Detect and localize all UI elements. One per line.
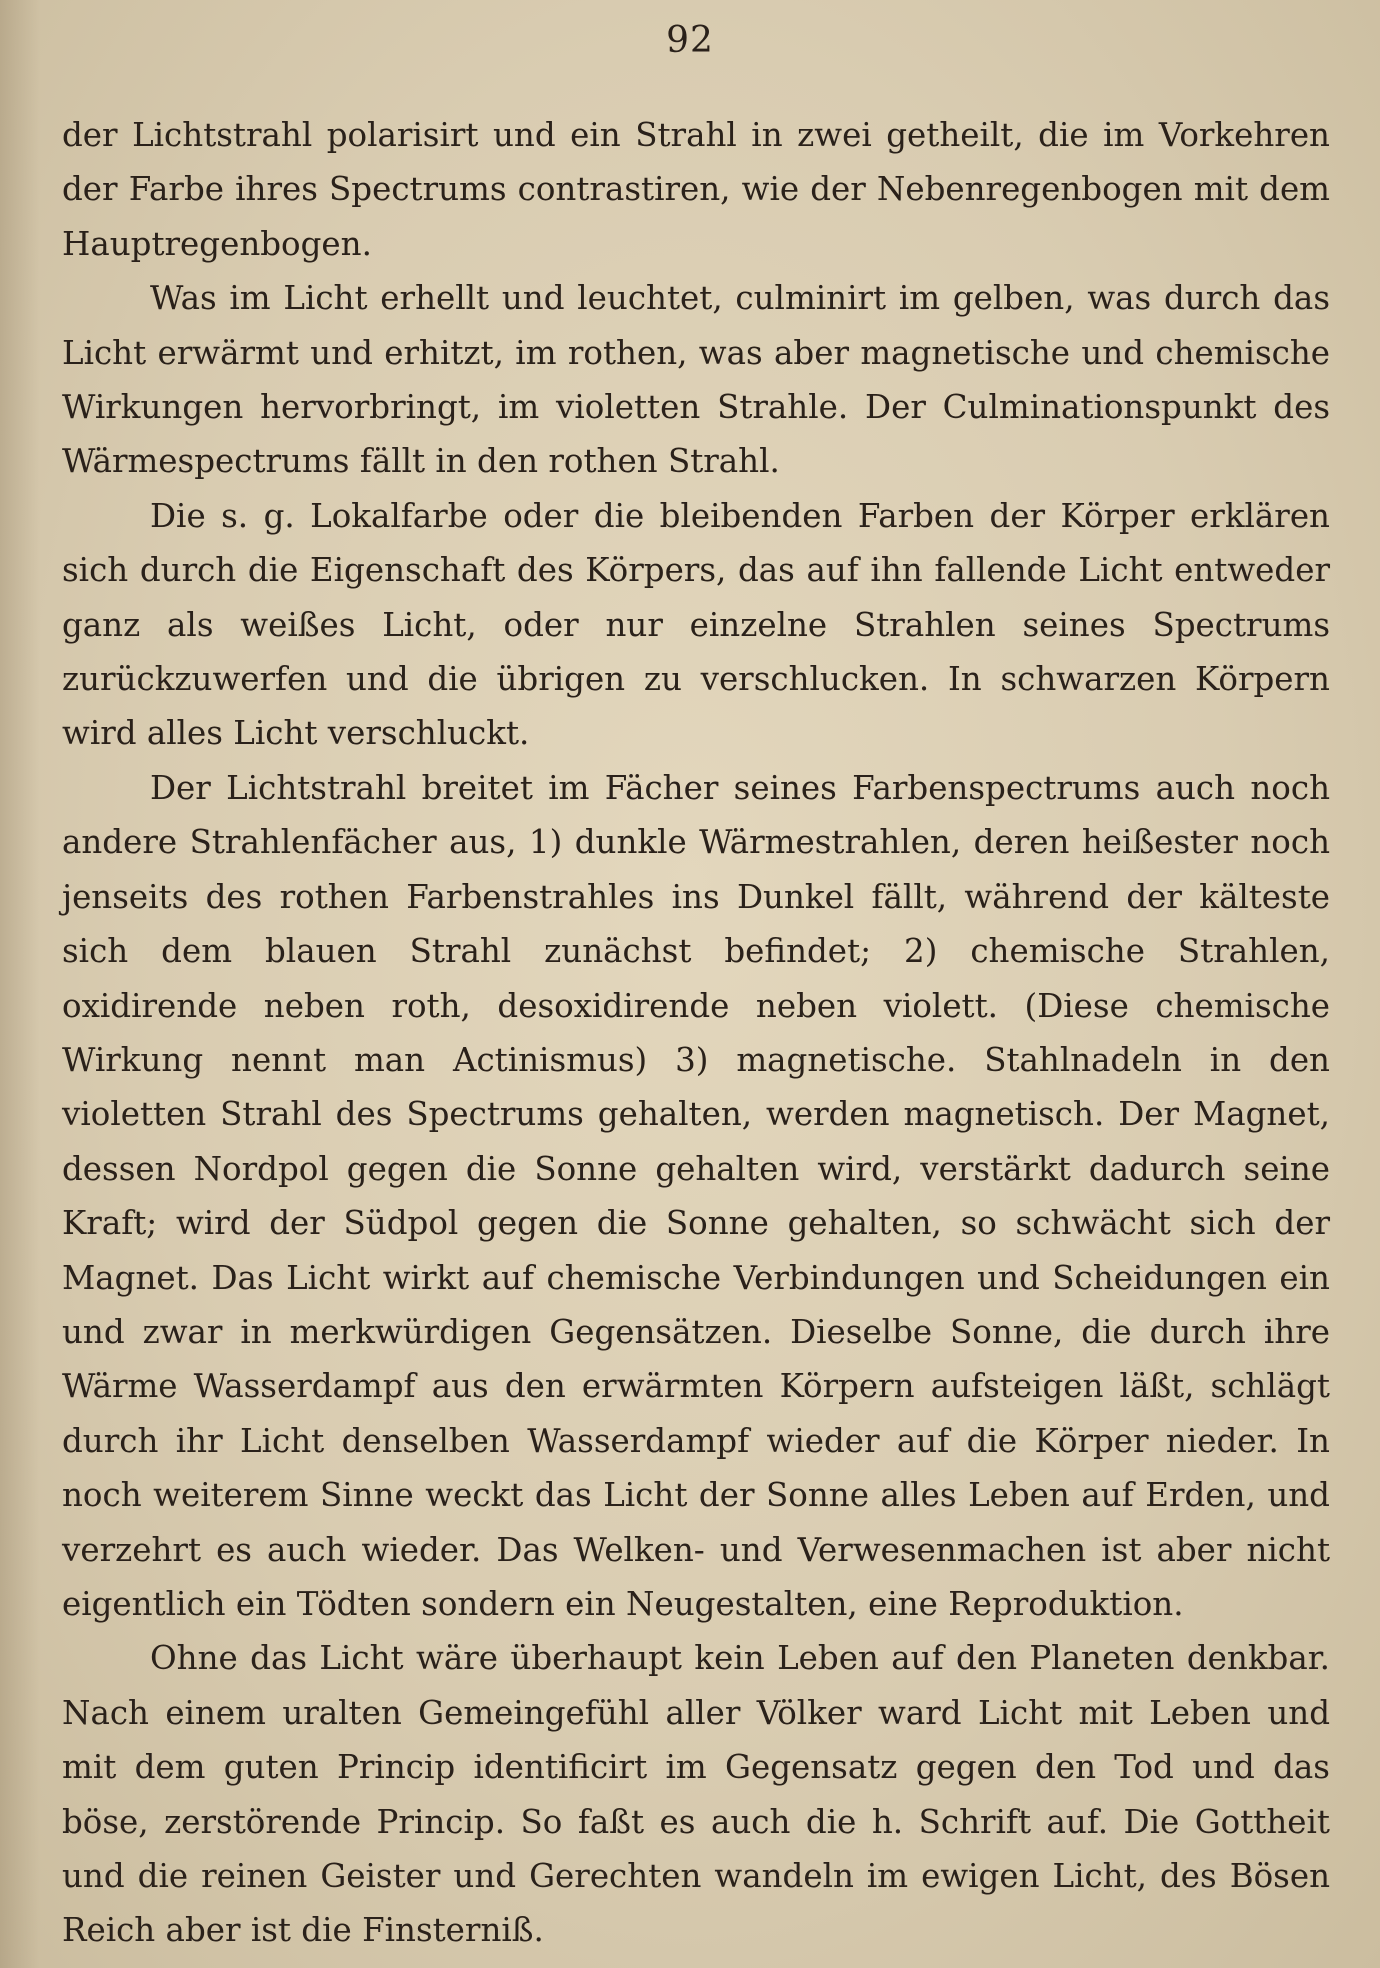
paragraph-5: Ohne das Licht wäre überhaupt kein Leben auf den Planeten denkbar. Nach einem uralten Gemeingefühl aller Völker ward Licht mit Leben und mit dem guten Princip identificirt im Gegensatz gegen den Tod und das böse, zerstörende Princip. So faßt es auch die h. Schrift auf. Die Gottheit und die reinen Geister und Gerechten wandeln im ewigen Licht, des Bösen Reich aber ist die Finsterniß. <box>62 1639 1330 1950</box>
paragraph-4: Der Lichtstrahl breitet im Fächer seines Farbenspectrums auch noch andere Strahlenfächer aus, 1) dunkle Wärmestrahlen, deren heißester noch jenseits des rothen Farbenstrahles ins Dunkel fällt, während der kälteste sich dem blauen Strahl zunächst befindet; 2) chemische Strahlen, oxidirende neben roth, desoxidirende neben violett. (Diese chemische Wirkung nennt man Actinismus) 3) magnetische. Stahlnadeln in den violetten Strahl des Spectrums gehalten, werden magnetisch. Der Magnet, dessen Nordpol gegen die Sonne gehalten wird, verstärkt dadurch seine Kraft; wird der Südpol gegen die Sonne gehalten, so schwächt sich der Magnet. Das Licht wirkt auf chemische Verbindungen und Scheidungen ein und zwar in merkwürdigen Gegensätzen. Dieselbe Sonne, die durch ihre Wärme Wasserdampf aus den erwärmten Körpern aufsteigen läßt, schlägt durch ihr Licht denselben Wasserdampf wieder auf die Körper nieder. In noch weiterem Sinne weckt das Licht der Sonne alles Leben auf Erden, und verzehrt es auch wieder. Das Welken- und Verwesenmachen ist aber nicht eigentlich ein Tödten sondern ein Neugestalten, eine Reproduktion. <box>62 768 1330 1623</box>
body-text <box>62 108 1330 1958</box>
paragraph-1: der Lichtstrahl polarisirt und ein Strahl in zwei getheilt, die im Vorkehren der Farbe ihres Spectrums contrastiren, wie der Nebenregenbogen mit dem Hauptregenbogen. <box>62 116 1330 263</box>
paragraph-3: Die s. g. Lokalfarbe oder die bleibenden Farben der Körper erklären sich durch die Eigenschaft des Körpers, das auf ihn fallende Licht entweder ganz als weißes Licht, oder nur einzelne Strahlen seines Spectrums zurückzuwerfen und die übrigen zu verschlucken. In schwarzen Körpern wird alles Licht verschluckt. <box>62 496 1330 753</box>
page-number: 92 <box>666 20 714 61</box>
paragraph-2: Was im Licht erhellt und leuchtet, culminirt im gelben, was durch das Licht erwärmt und erhitzt, im rothen, was aber magnetische und chemische Wirkungen hervorbringt, im violetten Strahle. Der Culminationspunkt des Wärmespectrums fällt in den rothen Strahl. <box>62 279 1330 481</box>
